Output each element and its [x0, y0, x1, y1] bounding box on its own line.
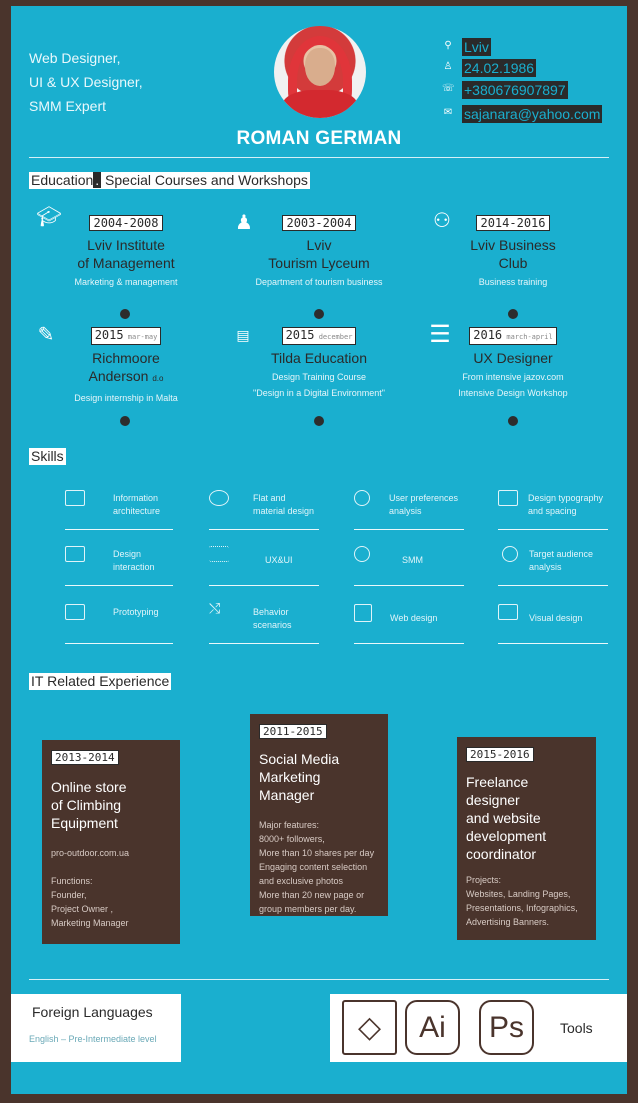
education-desc: Marketing & management: [74, 277, 178, 287]
year-badge: 2015 mar-may: [91, 327, 162, 345]
person-icon: ♙: [443, 61, 453, 72]
preferences-icon: [354, 490, 370, 506]
education-item: [229, 214, 409, 290]
typography-icon: [498, 490, 518, 506]
bellhop-icon: ♟: [235, 212, 253, 234]
timeline-dot: [314, 416, 324, 426]
divider: [29, 979, 609, 980]
experience-title: Freelance designer and website development coordinator: [466, 774, 547, 862]
browser-grid-icon: ▤: [236, 327, 250, 343]
skill-label: Information architecture: [113, 493, 161, 516]
timeline-dot: [314, 309, 324, 319]
tools-box: [330, 994, 627, 1062]
experience-desc: Major features: 8000+ followers, More than 10 shares per day Engaging content selection and exclusive photos More than 20 new page or group members per day.: [259, 820, 375, 914]
skill-item: [498, 542, 608, 586]
education-item: [423, 326, 603, 401]
tools-label: Tools: [560, 1020, 593, 1036]
skill-item: [65, 542, 173, 586]
education-item: [423, 214, 603, 290]
experience-card: [250, 714, 388, 916]
experience-desc: pro-outdoor.com.ua Functions: Founder, Project Owner , Marketing Manager: [51, 848, 130, 928]
role-line: SMM Expert: [29, 98, 107, 114]
skill-label: Web design: [390, 613, 438, 623]
institution-name: Tilda Education: [271, 350, 367, 366]
smm-icon: [354, 546, 370, 562]
sketch-file-icon: ◇: [342, 1000, 397, 1055]
section-title-skills: Skills: [31, 448, 64, 464]
person-name: ROMAN GERMAN: [236, 128, 402, 149]
timeline-dot: [120, 416, 130, 426]
skill-item: [65, 486, 173, 530]
skill-item: [498, 486, 608, 530]
skill-item: [498, 600, 608, 644]
divider: [29, 157, 609, 158]
timeline-dot: [508, 309, 518, 319]
education-item: [36, 214, 216, 290]
skill-label: SMM: [402, 555, 423, 565]
timeline-dot: [508, 416, 518, 426]
illustrator-icon: Ai: [405, 1000, 460, 1055]
institution-name: Richmoore Anderson d.o: [88, 350, 164, 384]
phone-icon: ☏: [442, 83, 455, 94]
contact-value: +380676907897: [464, 82, 566, 98]
target-icon: [502, 546, 518, 562]
mail-icon: ✉: [443, 107, 453, 118]
prototyping-icon: [65, 604, 85, 620]
languages-desc: English – Pre-Intermediate level: [29, 1034, 157, 1044]
year-badge: 2015 december: [282, 327, 357, 345]
year-badge: 2003-2004: [282, 215, 355, 231]
interaction-icon: [65, 546, 85, 562]
roles: [29, 46, 229, 118]
education-desc: Design internship in Malta: [74, 393, 178, 403]
graduation-cap-icon: 🎓︎: [36, 206, 62, 228]
experience-card: [42, 740, 180, 944]
languages-box: [11, 994, 181, 1062]
education-desc: Department of tourism business: [255, 277, 383, 287]
skill-item: [354, 486, 464, 530]
experience-title: Online store of Climbing Equipment: [51, 779, 127, 831]
education-desc: Design Training Course "Design in a Digital Environment": [253, 372, 385, 398]
section-title-education: [29, 172, 310, 189]
shuffle-icon: ⤭: [209, 600, 221, 616]
skill-label: User preferences analysis: [389, 493, 459, 516]
illustrator-pen-icon: ✎: [37, 324, 55, 346]
skill-item: [65, 600, 173, 644]
contact-phone: [442, 81, 627, 99]
contact-birthdate: [442, 59, 627, 77]
resume-page: [11, 6, 627, 1094]
role-line: Web Designer,: [29, 50, 121, 66]
contact-value: 24.02.1986: [464, 60, 535, 76]
flat-design-icon: [209, 490, 229, 506]
year-badge: 2015-2016: [466, 747, 534, 762]
ux-ui-icon: [209, 546, 229, 562]
experience-desc: Projects: Websites, Landing Pages, Presentations, Infographics, Advertising Banners.: [466, 875, 578, 927]
profile-photo: [274, 26, 366, 118]
visual-design-icon: [498, 604, 518, 620]
menu-icon: ☰: [429, 321, 451, 348]
education-item: [229, 326, 409, 401]
skill-label: Prototyping: [113, 607, 159, 617]
skill-item: [354, 542, 464, 586]
skill-label: Flat and material design: [253, 493, 315, 516]
year-badge: 2004-2008: [89, 215, 162, 231]
experience-card: [457, 737, 596, 940]
meeting-icon: ⚇: [433, 210, 451, 232]
contact-value: Lviv: [464, 39, 489, 55]
contact-location: [442, 38, 627, 56]
architecture-icon: [65, 490, 85, 506]
education-desc: From intensive jazov.com Intensive Design Workshop: [458, 372, 568, 398]
web-design-icon: [354, 604, 372, 622]
skill-item: [354, 600, 464, 644]
location-pin-icon: ⚲: [444, 40, 452, 51]
timeline-dot: [120, 309, 130, 319]
year-badge: 2016 march-april: [469, 327, 556, 345]
title-separator: .: [95, 172, 100, 188]
year-badge: 2013-2014: [51, 750, 119, 765]
education-title: Education: [31, 172, 94, 188]
education-item: [36, 326, 216, 406]
section-title-experience: IT Related Experience: [31, 673, 170, 689]
photoshop-icon: Ps: [479, 1000, 534, 1055]
languages-title: Foreign Languages: [32, 1004, 153, 1020]
institution-name: Lviv Tourism Lyceum: [268, 237, 370, 271]
institution-name: Lviv Business Club: [470, 237, 556, 271]
skill-label: Behavior scenarios: [253, 607, 292, 630]
skill-label: Design interaction: [113, 549, 155, 572]
skill-label: UX&UI: [265, 555, 293, 565]
skill-item: [209, 542, 319, 586]
role-line: UI & UX Designer,: [29, 74, 143, 90]
year-badge: 2014-2016: [476, 215, 549, 231]
skill-label: Design typography and spacing: [528, 493, 604, 516]
education-desc: Business training: [478, 277, 548, 287]
skill-item: [209, 486, 319, 530]
institution-name: Lviv Institute of Management: [77, 237, 175, 271]
education-title-rest: Special Courses and Workshops: [101, 172, 308, 188]
contact-email: [442, 105, 627, 123]
skill-label: Visual design: [529, 613, 583, 623]
institution-name: UX Designer: [473, 350, 553, 366]
experience-title: Social Media Marketing Manager: [259, 751, 340, 803]
contact-value: sajanara@yahoo.com: [464, 106, 601, 122]
skill-label: Target audience analysis: [529, 549, 594, 572]
year-badge: 2011-2015: [259, 724, 327, 739]
skill-item: [209, 600, 319, 644]
